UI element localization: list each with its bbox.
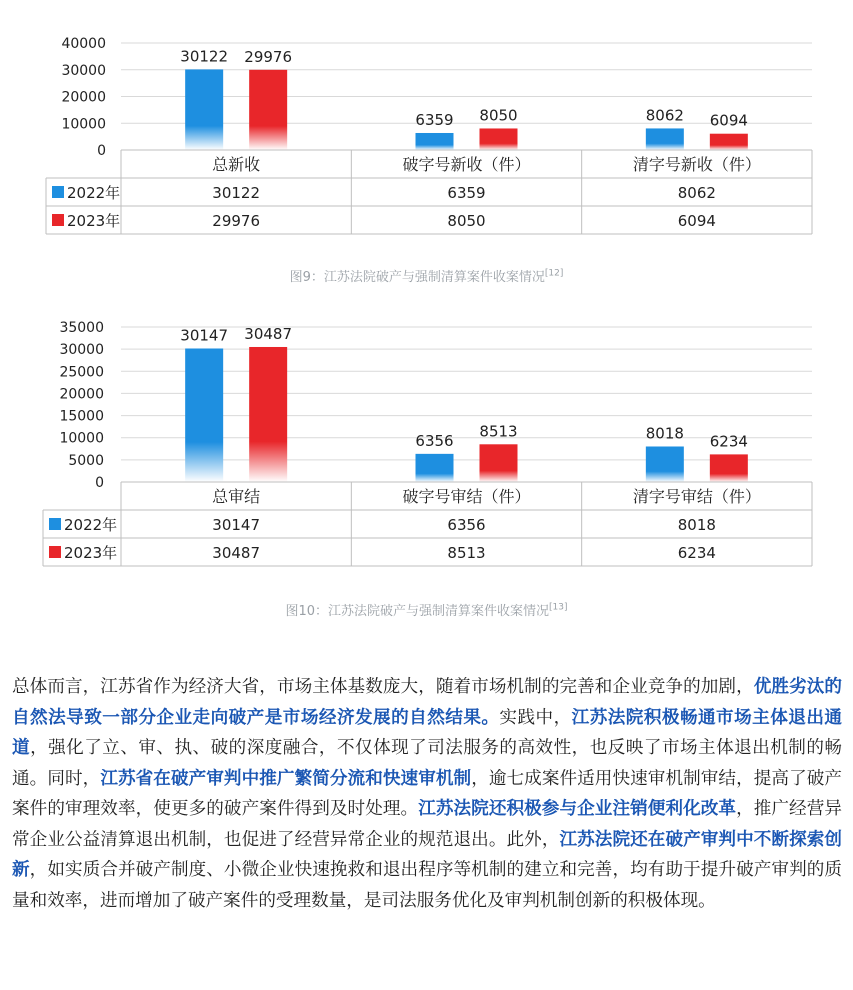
category-label: 破字号审结（件） (402, 487, 531, 506)
category-label: 总审结 (212, 487, 261, 506)
y-tick-label: 30000 (59, 342, 104, 359)
category-label: 破字号新收（件） (402, 155, 531, 174)
chart-svg (0, 0, 853, 250)
legend-label: 2023年 (67, 212, 121, 230)
figure-9-caption (0, 266, 853, 285)
table-cell: 8062 (677, 184, 716, 202)
bar-2023 (480, 444, 518, 482)
y-tick-label: 25000 (59, 364, 104, 381)
table-cell: 6356 (447, 516, 486, 534)
highlight-text: 江苏法院还积极参与企业注销便利化改革 (418, 799, 737, 819)
highlight-text: 江苏法院积极畅通市场主体退出通道 (12, 707, 842, 758)
y-tick-label: 20000 (59, 386, 104, 403)
data-label: 30147 (180, 326, 229, 345)
figure-10-caption (0, 600, 853, 619)
data-label: 6234 (709, 432, 748, 451)
bar-2022 (646, 446, 684, 482)
data-label: 6359 (415, 110, 454, 129)
y-tick-label: 15000 (59, 408, 104, 425)
bar-2022 (416, 454, 454, 482)
y-tick-label: 0 (95, 475, 104, 491)
table-cell: 29976 (212, 212, 261, 230)
category-label: 清字号审结（件） (632, 487, 761, 506)
bar-2023 (710, 134, 748, 150)
bar-2023 (710, 454, 748, 482)
table-cell: 30122 (212, 184, 261, 202)
legend-label: 2022年 (67, 184, 121, 202)
body-text: 总体而言，江苏省作为经济大省，市场主体基数庞大，随着市场机制的完善和企业竞争的加剧， (12, 677, 754, 697)
figure-9-chart (0, 0, 853, 250)
data-label: 6356 (415, 431, 454, 450)
data-label: 8018 (645, 424, 684, 443)
bar-2023 (249, 347, 287, 482)
body-text: ，如实质合并破产制度、小微企业快速挽救和退出程序等机制的建立和完善，均有助于提升破产审判的质量和效率，进而增加了破产案件的受理数量，是司法服务优化及审判机制创新的积极体现。 (12, 860, 842, 911)
data-label: 6094 (709, 111, 748, 130)
legend-swatch (52, 214, 64, 226)
table-cell: 30487 (212, 544, 261, 562)
summary-paragraph (12, 672, 842, 916)
highlight-text: 江苏法院还在破产审判中不断探索创新 (12, 829, 842, 880)
figure-9-caption-text: 图9：江苏法院破产与强制清算案件收案情况 (289, 270, 545, 285)
bar-2023 (480, 128, 518, 150)
data-label: 8062 (645, 106, 684, 125)
figure-9-ref: [12] (544, 268, 564, 279)
body-text: ，推广经营异常企业公益清算退出机制，也促进了经营异常企业的规范退出。此外， (12, 799, 842, 850)
table-cell: 8018 (677, 516, 716, 534)
y-tick-label: 5000 (68, 452, 104, 469)
category-label: 总新收 (212, 155, 261, 174)
table-cell: 8050 (447, 212, 486, 230)
y-tick-label: 20000 (61, 89, 106, 106)
bar-2023 (249, 70, 287, 150)
table-cell: 6094 (677, 212, 716, 230)
figure-10-chart (0, 300, 853, 580)
legend-label: 2022年 (64, 516, 118, 534)
bar-2022 (185, 69, 223, 150)
y-tick-label: 30000 (61, 62, 106, 79)
data-label: 30122 (180, 47, 229, 66)
data-label: 29976 (244, 47, 293, 66)
bar-2022 (185, 348, 223, 482)
table-cell: 6234 (677, 544, 716, 562)
data-label: 30487 (244, 324, 293, 343)
legend-label: 2023年 (64, 544, 118, 562)
category-label: 清字号新收（件） (632, 155, 761, 174)
chart-svg (0, 300, 853, 580)
legend-swatch (49, 546, 61, 558)
y-tick-label: 10000 (59, 430, 104, 447)
data-label: 8050 (479, 106, 518, 125)
y-tick-label: 35000 (59, 320, 104, 336)
table-cell: 8513 (447, 544, 486, 562)
legend-swatch (52, 186, 64, 198)
y-tick-label: 10000 (61, 116, 106, 133)
body-text: 实践中， (499, 707, 572, 728)
body-text: ，逾七成案件适用快速审机制审结，提高了破产案件的审理效率，使更多的破产案件得到及时处理。 (12, 768, 842, 819)
figure-10-ref: [13] (549, 602, 568, 613)
bar-2022 (416, 133, 454, 150)
figure-10-caption-text: 图10：江苏法院破产与强制清算案件收案情况 (285, 604, 550, 619)
body-text: ，强化了立、审、执、破的深度融合，不仅体现了司法服务的高效性，也反映了市场主体退出机制的畅通。同时， (12, 738, 842, 789)
highlight-text: 江苏省在破产审判中推广繁简分流和快速审机制 (100, 768, 472, 789)
table-cell: 30147 (212, 516, 261, 534)
highlight-text: 优胜劣汰的自然法导致一部分企业走向破产是市场经济发展的自然结果。 (12, 677, 842, 728)
bar-2022 (646, 128, 684, 150)
y-tick-label: 40000 (61, 36, 106, 52)
legend-swatch (49, 518, 61, 530)
data-label: 8513 (479, 422, 518, 441)
y-tick-label: 0 (97, 143, 106, 159)
table-cell: 6359 (447, 184, 486, 202)
